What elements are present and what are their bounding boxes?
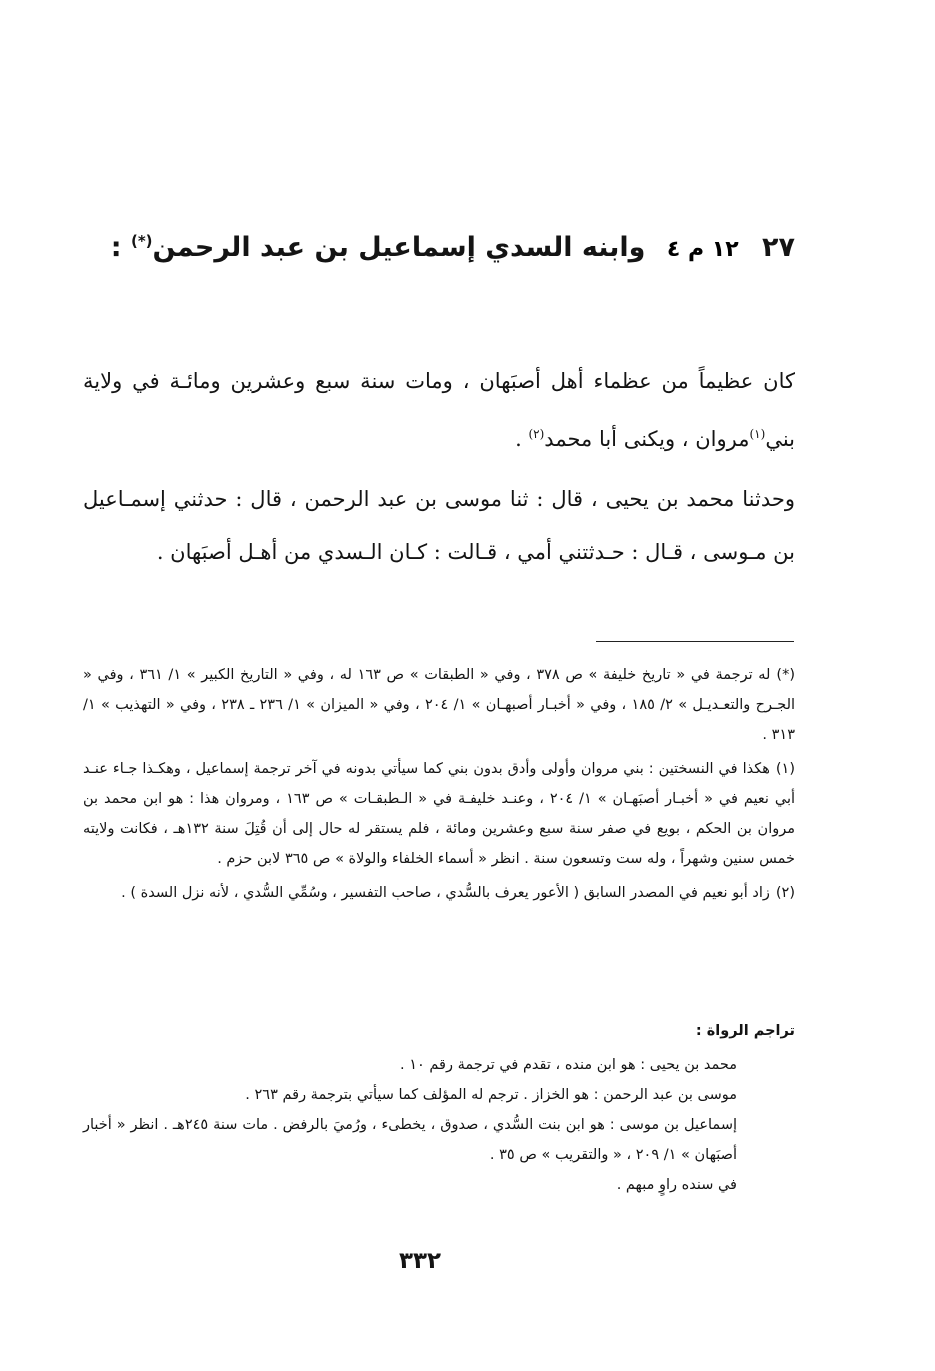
footnote-text: زاد أبو نعيم في المصدر السابق ( الأعور يعرف بالسُّدي ، صاحب التفسير ، وسُمِّي السُّدي ، لأنه نزل السدة ) . xyxy=(121,885,770,901)
entry-title: وابنه السدي إسماعيل بن عبد الرحمن xyxy=(152,232,646,263)
narrator-item: في سنده راوٍ مبهم . xyxy=(616,1177,737,1193)
page-number: ٣٣٢ xyxy=(398,1248,442,1274)
footnote-text: له ترجمة في « تاريخ خليفة » ص ٣٧٨ ، وفي « الطبقات » ص ١٦٣ له ، وفي « التاريخ الكبير » ١/ ٣٦١ ، وفي « الجـرح والتعـديـل » ٢/ ١٨٥ ، وفي « أخبـار أصبهـان » ١/ ٢٠٤ ، وفي « الميزان » ١/ ٢٣٦ ـ ٢٣٨ ، وفي « التهذيب » ١/ ٣١٣ . xyxy=(83,667,796,743)
paragraph-text: . xyxy=(515,427,529,451)
footnote-1 xyxy=(83,754,795,874)
narrators-section xyxy=(83,1016,795,1200)
entry-heading xyxy=(110,218,795,273)
footnotes xyxy=(83,660,795,912)
footnote-mark: (١) xyxy=(775,761,795,777)
footnote-ref-1: (١) xyxy=(749,427,766,441)
paragraph-narration: وحدثنا محمد بن يحيى ، قال : ثنا موسى بن عبد الرحمن ، قال : حدثني إسمـاعيل بن مـوسى ، قـال : حـدثتني أمي ، قـالت : كـان الـسدي من أهـل أصبَهان . xyxy=(83,487,795,564)
narrator-item: محمد بن يحيى : هو ابن منده ، تقدم في ترجمة رقم ١٠ . xyxy=(399,1057,737,1073)
paragraph-biography xyxy=(83,355,795,466)
footnote-mark: (٢) xyxy=(775,885,795,901)
paragraph-text: مروان ، ويكنى أبا محمد xyxy=(544,427,750,451)
footnote-2 xyxy=(83,878,795,908)
footnote-star xyxy=(83,660,795,750)
title-footnote-mark: (*) xyxy=(130,232,153,250)
entry-codes: ١٢ م ٤ xyxy=(666,237,739,262)
narrators-title: تراجم الرواة : xyxy=(695,1023,795,1039)
footnote-mark: (*) xyxy=(776,667,795,683)
narrator-item: إسماعيل بن موسى : هو ابن بنت السُّدي ، صدوق ، يخطىء ، ورُميَ بالرفض . مات سنة ٢٤٥هـ . انظر « أخبار أصبَهان » ١/ ٢٠٩ ، « والتقريب » ص ٣٥ . xyxy=(83,1117,737,1163)
footnote-ref-2: (٢) xyxy=(528,427,545,441)
narrator-item: موسى بن عبد الرحمن : هو الخزاز . ترجم له المؤلف كما سيأتي بترجمة رقم ٢٦٣ . xyxy=(245,1087,737,1103)
entry-number: ٢٧ xyxy=(762,232,795,263)
footnote-text: هكذا في النسختين : بني مروان وأولى وأدق بدون بني كما سيأتي بدونه في آخر ترجمة إسماعيل ، وهكـذا جـاء عنـد أبي نعيم في « أخبـار أصبَهـان » ١/ ٢٠٤ ، وعنـد خليفـة في « الـطبقـات » ص ١٦٣ ، ومروان هذا : هو ابن محمد بن مروان بن الحكم ، بويع في صفر سنة سبع وعشرين ومائة ، فلم يستقر له حال إلى أن قُتِلَ سنة ١٣٢هـ ، فكانت ولايته خمس سنين وشهراً ، وله ست وتسعون سنة . انظر « أسماء الخلفاء والولاة » ص ٣٦٥ لابن حزم . xyxy=(83,761,796,867)
heading-colon: : xyxy=(110,232,131,263)
paragraph-text: كان عظيماً من عظماء أهل أصبَهان ، ومات سنة سبع وعشرين ومائـة في ولاية بني xyxy=(83,369,795,451)
footnote-divider xyxy=(596,641,794,642)
